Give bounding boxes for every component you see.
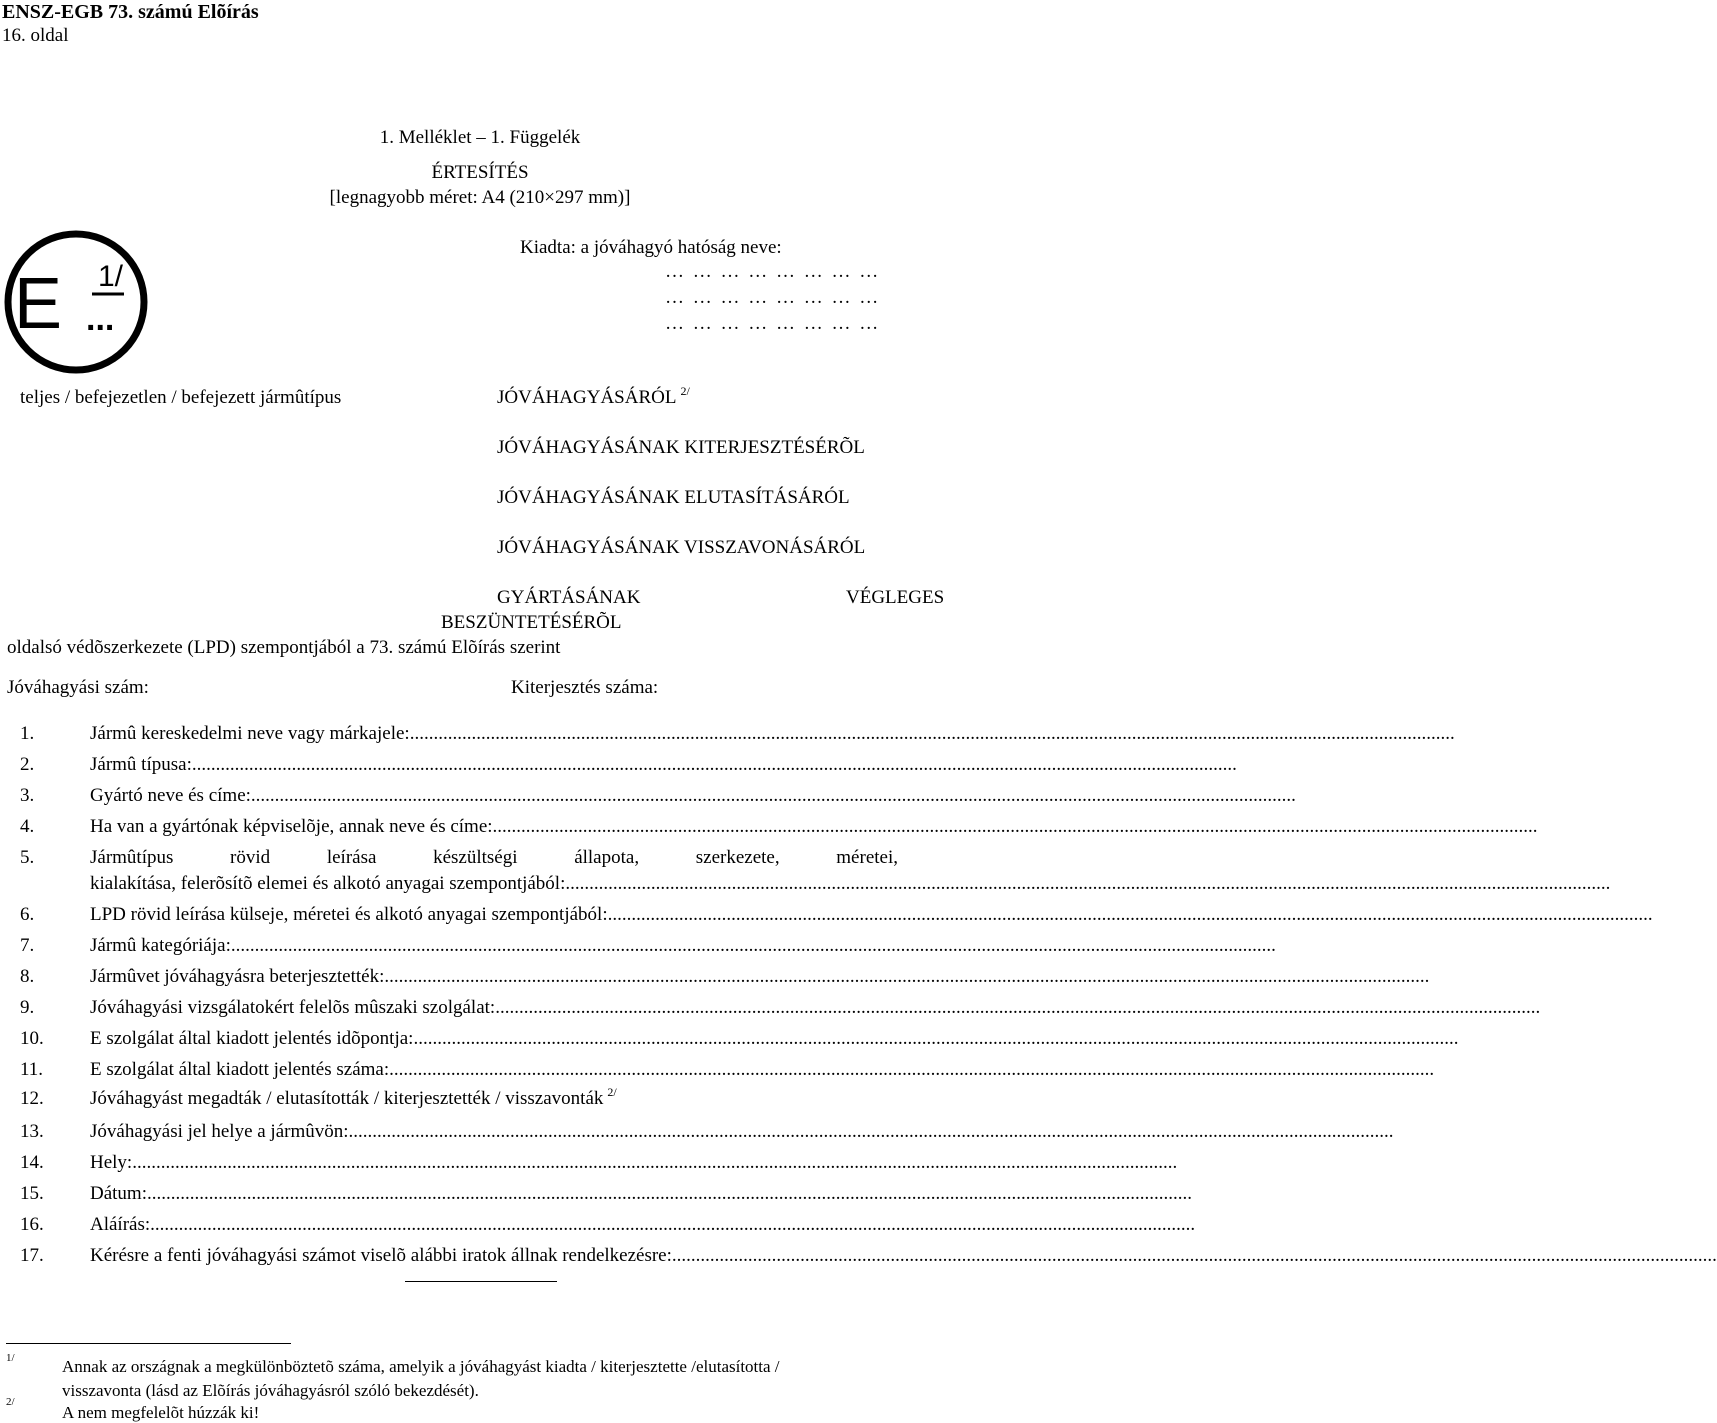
item-number: 5. [20,847,35,868]
option-production: GYÁRTÁSÁNAK [497,587,641,608]
item-number: 2. [20,754,35,775]
emark-superscript: 1/ [98,260,124,293]
item-text: Jármû kategóriája:............................................................................................................................................................................................................................ [90,935,1276,956]
item-number: 13. [20,1121,44,1142]
dot-leader: ............................................................................................................................................................................................................................ [492,816,1538,837]
annex-heading: 1. Melléklet – 1. Függelék [379,127,581,148]
option-definitive: VÉGLEGES [846,587,945,608]
dot-leader: ............................................................................................................................................................................................................................ [671,1245,1717,1266]
emark-dots: ... [86,300,115,338]
item-number: 15. [20,1183,44,1204]
item-text: Kérésre a fenti jóváhagyási számot viselõ alábbi iratok állnak rendelkezésre:............................................................................................................................................................................................................................ [90,1245,1717,1266]
authority-line-2: … … … … … … … … [665,287,881,308]
footnote-2-text: A nem megfelelõt húzzák ki! [62,1403,260,1422]
authority-line-1: … … … … … … … … [665,261,881,282]
dot-leader: ............................................................................................................................................................................................................................ [389,1059,1435,1080]
option-approval: JÓVÁHAGYÁSÁRÓL $^{2/}$ [497,384,690,408]
emark-letter: E [14,264,63,344]
doc-title: ENSZ-EGB 73. számú Elõírás [2,1,259,23]
approval-number-label: Jóváhagyási szám: [7,677,149,698]
item-number: 17. [20,1245,44,1266]
dot-leader: ............................................................................................................................................................................................................................ [384,966,1430,987]
item-text: E szolgálat által kiadott jelentés száma:............................................................................................................................................................................................................................ [90,1059,1435,1080]
dot-leader: ............................................................................................................................................................................................................................ [132,1152,1178,1173]
dot-leader: ............................................................................................................................................................................................................................ [250,785,1296,806]
dot-leader: ............................................................................................................................................................................................................................ [191,754,1237,775]
footnote-rule [6,1343,291,1344]
footnote-2-mark: 2/ [6,1396,15,1408]
option-refusal: JÓVÁHAGYÁSÁNAK ELUTASÍTÁSÁRÓL [497,487,850,508]
item-text: Gyártó neve és címe:............................................................................................................................................................................................................................ [90,785,1296,806]
vehicle-type-options: teljes / befejezetlen / befejezett jármûtípus [20,387,342,408]
item-superscript: 2/ [607,1085,617,1099]
dot-leader: ............................................................................................................................................................................................................................ [607,904,1653,925]
dot-leader: ............................................................................................................................................................................................................................ [230,935,1276,956]
dot-leader: ............................................................................................................................................................................................................................ [409,723,1455,744]
item-text: Jármû típusa:............................................................................................................................................................................................................................ [90,754,1237,775]
item-text: Aláírás:............................................................................................................................................................................................................................ [90,1214,1196,1235]
item-text: Dátum:............................................................................................................................................................................................................................ [90,1183,1192,1204]
separator-line [405,1281,557,1282]
footnote-1-text-cont: visszavonta (lásd az Elõírás jóváhagyásról szóló bekezdését). [62,1381,479,1400]
item-text: E szolgálat által kiadott jelentés idõpontja:............................................................................................................................................................................................................................ [90,1028,1459,1049]
subject-tail: oldalsó védõszerkezete (LPD) szempontjából a 73. számú Elõírás szerint [7,637,561,658]
item-number: 3. [20,785,35,806]
item-text: LPD rövid leírása külseje, méretei és alkotó anyagai szempontjából:............................................................................................................................................................................................................................ [90,904,1653,925]
option-withdrawal: JÓVÁHAGYÁSÁNAK VISSZAVONÁSÁRÓL [497,537,866,558]
item-number: 7. [20,935,35,956]
authority-label: Kiadta: a jóváhagyó hatóság neve: [520,237,782,258]
footnote-1-text: Annak az országnak a megkülönböztetõ száma, amelyik a jóváhagyást kiadta / kiterjesztette /elutasította / [62,1357,780,1376]
dot-leader: ............................................................................................................................................................................................................................ [495,997,1541,1018]
dot-leader: ............................................................................................................................................................................................................................ [413,1028,1459,1049]
item-text: Jóváhagyási vizsgálatokért felelõs mûszaki szolgálat:............................................................................................................................................................................................................................ [90,997,1541,1018]
size-note: [legnagyobb méret: A4 (210×297 mm)] [329,187,631,208]
item-number: 6. [20,904,35,925]
item-text: Jóváhagyást megadták / elutasították / kiterjesztették / visszavonták $^{2/}$ [90,1085,617,1109]
item-text: kialakítása, felerõsítõ elemei és alkotó anyagai szempontjából:............................................................................................................................................................................................................................ [90,873,1611,894]
item-number: 10. [20,1028,44,1049]
item-number: 16. [20,1214,44,1235]
item-text: Jármûvet jóváhagyásra beterjesztették:............................................................................................................................................................................................................................ [90,966,1430,987]
item-number: 9. [20,997,35,1018]
option-discontinued: BESZÜNTETÉSÉRÕL [441,612,622,633]
item-number: 8. [20,966,35,987]
dot-leader: ............................................................................................................................................................................................................................ [150,1214,1196,1235]
item-number: 1. [20,723,35,744]
approval-mark-icon [2,228,150,376]
document-type: ÉRTESÍTÉS [431,162,529,183]
option-extension: JÓVÁHAGYÁSÁNAK KITERJESZTÉSÉRÕL [497,437,865,458]
dot-leader: ............................................................................................................................................................................................................................ [147,1183,1192,1204]
item-text: Jármûtípus rövid leírása készültségi állapota, szerkezete, méretei, [90,847,898,868]
dot-leader: ............................................................................................................................................................................................................................ [565,873,1611,894]
dot-leader: ............................................................................................................................................................................................................................ [348,1121,1394,1142]
item-number: 11. [20,1059,44,1080]
item-text: Jóváhagyási jel helye a jármûvön:............................................................................................................................................................................................................................ [90,1121,1394,1142]
extension-number-label: Kiterjesztés száma: [511,677,659,698]
footnote-1-mark: 1/ [6,1352,15,1364]
item-text: Hely:............................................................................................................................................................................................................................ [90,1152,1178,1173]
item-number: 12. [20,1088,44,1109]
page-number: 16. oldal [2,25,69,46]
item-text: Jármû kereskedelmi neve vagy márkajele:............................................................................................................................................................................................................................ [90,723,1455,744]
authority-line-3: … … … … … … … … [665,313,881,334]
item-number: 14. [20,1152,44,1173]
item-text: Ha van a gyártónak képviselõje, annak neve és címe:............................................................................................................................................................................................................................ [90,816,1538,837]
item-number: 4. [20,816,35,837]
